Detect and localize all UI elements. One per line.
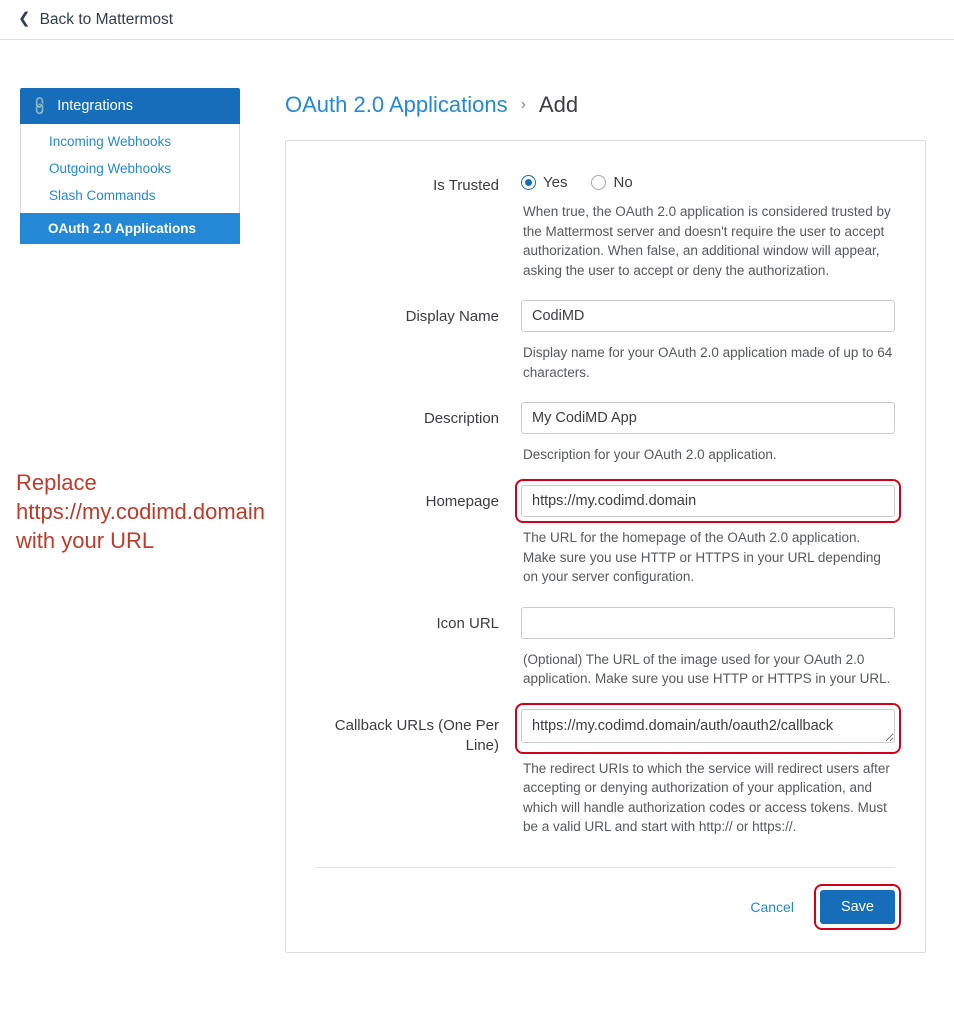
annotation-note <box>16 468 276 555</box>
description-input[interactable] <box>521 402 895 434</box>
breadcrumb-parent-link[interactable]: OAuth 2.0 Applications <box>285 92 508 117</box>
callback-urls-help: The redirect URIs to which the service will redirect users after accepting or denying authorization of your application, and which will handle authorization codes or access tokens. Must be a valid URL and start with http:// or https://. <box>523 760 890 835</box>
sidebar-item-label: Incoming Webhooks <box>49 134 172 149</box>
back-to-mattermost-label: Back to Mattermost <box>39 10 174 28</box>
icon-url-input[interactable] <box>521 607 895 639</box>
sidebar-item-incoming-webhooks[interactable] <box>21 128 239 155</box>
save-button[interactable]: Save <box>820 890 895 924</box>
homepage-label: Homepage <box>425 492 499 510</box>
sidebar-item-oauth-applications[interactable] <box>20 213 240 244</box>
sidebar-item-label: Slash Commands <box>49 188 156 203</box>
callback-urls-label: Callback URLs (One Per Line) <box>334 716 499 754</box>
field-display-name <box>316 300 895 402</box>
field-callback-urls <box>316 709 895 857</box>
sidebar-item-label: OAuth 2.0 Applications <box>48 221 197 236</box>
radio-no-icon[interactable] <box>591 175 606 190</box>
field-icon-url <box>316 607 895 709</box>
main-content <box>240 88 954 953</box>
field-is-trusted <box>316 169 895 300</box>
homepage-highlight-box <box>521 485 895 517</box>
breadcrumb-current: Add <box>538 92 579 117</box>
sidebar-item-slash-commands[interactable] <box>21 182 239 209</box>
cancel-button[interactable]: Cancel <box>746 895 798 919</box>
icon-url-help: (Optional) The URL of the image used for your OAuth 2.0 application. Make sure you use HTTP or HTTPS in your URL. <box>523 651 891 687</box>
chevron-right-icon: › <box>520 96 526 113</box>
annotation-line-2: with your URL <box>16 528 155 554</box>
save-highlight-box <box>820 890 895 924</box>
field-description <box>316 402 895 485</box>
homepage-help: The URL for the homepage of the OAuth 2.0 application. Make sure you use HTTP or HTTPS in your URL depending on your server configuration. <box>523 529 881 585</box>
chevron-left-icon: ❮ <box>18 10 31 27</box>
is-trusted-label: Is Trusted <box>433 177 499 194</box>
sidebar-item-outgoing-webhooks[interactable] <box>21 155 239 182</box>
icon-url-label: Icon URL <box>436 614 499 632</box>
description-help: Description for your OAuth 2.0 application. <box>523 447 777 463</box>
top-bar <box>0 0 954 40</box>
is-trusted-no-option[interactable] <box>591 174 632 191</box>
callback-urls-highlight-box <box>521 709 895 748</box>
is-trusted-help: When true, the OAuth 2.0 application is considered trusted by the Mattermost server and doesn't require the user to accept authorization. When false, an additional window will appear, asking the user to accept or deny the authorization. <box>523 204 891 278</box>
callback-urls-textarea[interactable] <box>521 709 895 743</box>
page-body <box>0 40 954 953</box>
annotation-line-1: Replace https://my.codimd.domain <box>16 470 266 525</box>
breadcrumb <box>285 92 926 118</box>
homepage-input[interactable] <box>521 485 895 517</box>
description-label: Description <box>423 410 499 428</box>
sidebar-list <box>20 124 240 244</box>
radio-yes-icon[interactable] <box>521 175 536 190</box>
display-name-input[interactable] <box>521 300 895 332</box>
sidebar-item-label: Outgoing Webhooks <box>49 161 172 176</box>
form-actions <box>316 868 895 930</box>
link-icon: 🔗 <box>28 94 51 117</box>
is-trusted-no-label: No <box>613 174 633 191</box>
display-name-label: Display Name <box>405 308 499 326</box>
sidebar-header <box>20 88 240 124</box>
is-trusted-yes-label: Yes <box>543 174 568 191</box>
sidebar-header-label: Integrations <box>57 98 133 114</box>
field-homepage <box>316 485 895 607</box>
is-trusted-yes-option[interactable] <box>521 174 567 191</box>
back-to-mattermost-link[interactable] <box>18 11 173 29</box>
display-name-help: Display name for your OAuth 2.0 application made of up to 64 characters. <box>523 345 893 380</box>
oauth-app-form-card <box>285 140 926 953</box>
is-trusted-radio-group <box>521 169 895 191</box>
